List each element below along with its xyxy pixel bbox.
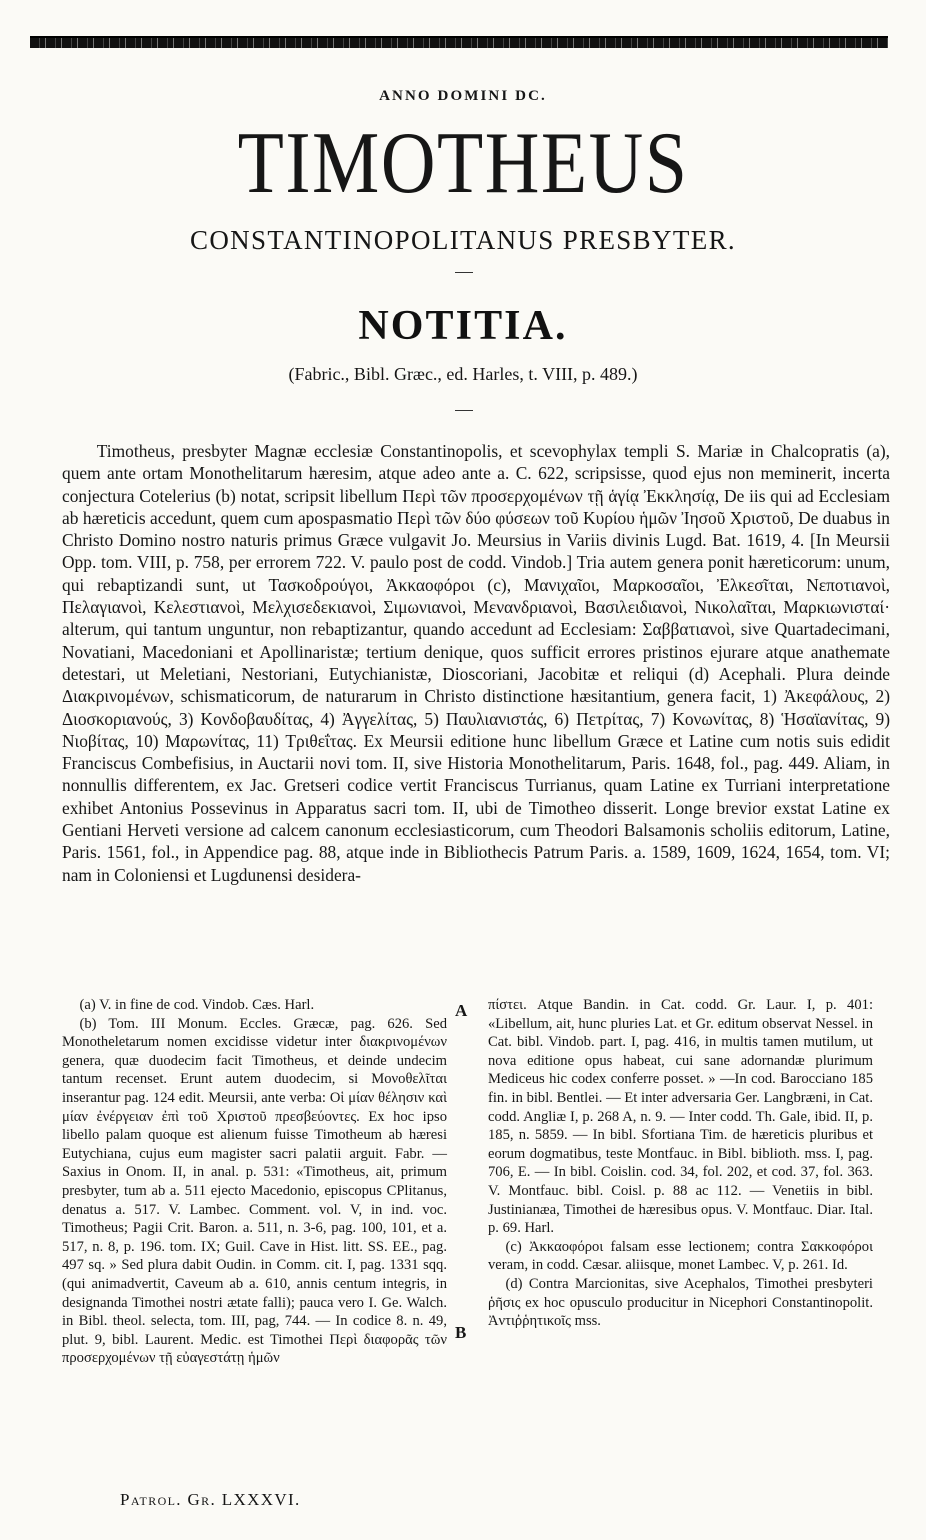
margin-letter-a: A [455,1001,468,1020]
footnote: (c) Ἀκκαοφόροι falsam esse lectionem; contra Σακκοφόροι veram, in codd. Cæsar. aliisque, monet Lambec. V, p. 261. Id. [488,1238,873,1274]
footnote: (d) Contra Marcionitas, sive Acephalos, Timothei presbyteri ῥῆσις ex hoc opusculo producitur in Nicephori Constantinopolit. Ἀντιῤῥητικοῖς mss. [488,1275,873,1330]
source-citation: (Fabric., Bibl. Græc., ed. Harles, t. VIII, p. 489.) [288,364,638,384]
footnotes-left-column [62,996,447,1368]
divider-rule [455,272,473,273]
footnote: πίστει. Atque Bandin. in Cat. codd. Gr. Laur. I, p. 401: «Libellum, ait, hunc pluries Lat. et Gr. editum observat Nessel. in Cat. bibl. Vindob. part. I, pag. 416, in multis tamen mutilum, ut nova editione opus habeat, cui sane adornandæ plurimum Mediceus hic codex conferre posset. » —In cod. Barocciano 185 fin. in bibl. Bentlei. — Et inter adversaria Ger. Langbræni, in Cat. codd. Angliæ I, p. 268 A, n. 9. — Inter codd. Th. Gale, ibid. II, p. 185, n. 5859. — In bibl. Sfortiana Tim. de hæreticis pluribus et eorum dogmatibus, teste Montfauc. in Bibl. biblioth. mss. I, pag. 706, E. — In bibl. Coislin. cod. 34, fol. 202, et cod. 37, fol. 363. V. Montfauc. bibl. Coisl. p. 88 ac 112. — Venetiis in bibl. Justinianæa, Timothei de hæresibus opus. V. Montfauc. Diar. Ital. p. 69. Harl. [488,997,873,1237]
footnote: (a) V. in fine de cod. Vindob. Cæs. Harl. [79,997,315,1013]
section-title: NOTITIA. [358,303,568,349]
running-head: ANNO DOMINI DC. [379,88,547,104]
margin-letter-b: B [455,1323,467,1342]
footnote: (b) Tom. III Monum. Eccles. Græcæ, pag. 626. Sed Monotheletarum nomen excidisse videtur inter διακρινομένων genera, quæ duodecim facit Timotheus, et deinde undecim tantum recenset. Erunt autem duodecim, si Μονοθελῖται inserantur pag. 124 edit. Meursii, ante verba: Οἱ μίαν θέλησιν καὶ μίαν ἐνέργειαν ἐπὶ τοῦ Χριστοῦ πρεσβεύοντες. Ex hoc ipso libello palam quoque est alienum fuisse Timotheum ab hæresi Eutychiana, cujus eum magister sacri palatii arguit. Fabr. — Saxius in Onom. II, in anal. p. 531: «Timotheus, ait, primum presbyter, tum ab a. 511 ejecto Macedonio, episcopus CPlitanus, denatus a. 517. V. Lambec. Comment. vol. V, in ind. voc. Timotheus; Pagii Crit. Baron. a. 511, n. 3-6, pag. 100, 101, et a. 517, n. 8, p. 196. tom. IX; Guil. Cave in Hist. litt. SS. EE., pag. 497 sq. » Sed plura dabit Oudin. in Comm. cit. I, pag. 1331 sqq. (qui animadvertit, Caveum ab a. 610, annis centum integris, in designanda Timothei nostri ætate falli); pauca vero I. Ge. Walch. in Bibl. theol. selecta, tom. III, pag, 744. — In codice 8. n. 49, plut. 9, bibl. Laurent. Medic. est Timothei Περὶ διαφορᾶς τῶν προσερχομένων τῇ εὐαγεστάτῃ ἡμῶν [62,1015,447,1367]
signature-mark: Patrol. Gr. LXXXVI. [120,1490,301,1509]
footnotes-right-column [488,996,873,1331]
divider-rule [455,410,473,411]
top-decorative-rule [30,36,888,48]
subtitle: CONSTANTINOPOLITANUS PRESBYTER. [189,225,737,255]
body-paragraph: Timotheus, presbyter Magnæ ecclesiæ Constantinopolis, et scevophylax templi S. Mariæ in Chalcopratis (a), quem ante ortam Monothelitarum hæresim, atque adeo ante a. C. 622, scripsisse, quod ejus non meminerit, incerta conjectura Cotelerius (b) notat, scripsit libellum Περὶ τῶν προσερχομένων τῇ ἁγίᾳ Ἐκκλησίᾳ, De iis qui ad Ecclesiam ab hæreticis accedunt, quem cum apospasmatio Περὶ τῶν δύο φύσεων τοῦ Κυρίου ἡμῶν Ἰησοῦ Χριστοῦ, De duabus in Christo Domino nostro naturis primus Græce vulgavit Jo. Meursius in Variis divinis Lugd. Bat. 1619, 4. [In Meursii Opp. tom. VIII, p. 758, per errorem 722. V. paulo post de codd. Vindob.] Tria autem genera ponit hæreticorum: unum, qui rebaptizandi sunt, ut Τασκοδρούγοι, Ἀκκαοφόροι (c), Μανιχαῖοι, Μαρκοσαῖοι, Ἐλκεσῖται, Νεποτιανοὶ, Πελαγιανοὶ, Κελεστιανοὶ, Μελχισεδεκιανοὶ, Σιμωνιανοὶ, Μενανδριανοὶ, Βασιλειδιανοὶ, Νικολαῖται, Μαρκιωνισταί· alterum, qui tantum unguntur, non rebaptizantur, quando accedunt ad Ecclesiam: Σαββατιανοὶ, sive Quartadecimani, Novatiani, Macedoniani et Apollinaristæ; tertium denique, quos sufficit errores pristinos ejurare atque anathemate detestari, ut Meletiani, Nestoriani, Eutychianistæ, Dioscoriani, Jacobitæ et reliqui (d) Acephali. Plura deinde Διακρινομένων, schismaticorum, de naturarum in Christo distinctione hæsitantium, genera facit, 1) Ἀκεφάλους, 2) Διοσκοριανούς, 3) Κονδοβαυδίτας, 4) Ἀγγελίτας, 5) Παυλιανιστάς, 6) Πετρίτας, 7) Κονωνίτας, 8) Ἡσαϊανίτας, 9) Νιοβίτας, 10) Μαρωνίτας, 11) Τριθεΐτας. Ex Meursii editione hunc libellum Græce et Latine cum notis suis edidit Franciscus Combefisius, in Auctarii novi tom. II, sive Historia Monothelitarum, Paris. 1648, fol., pag. 449. Aliam, in nonnullis differentem, ex Jac. Gretseri codice vertit Franciscus Turrianus, quam Latine ex Turriani interpretatione exhibet Antonius Possevinus in Apparatus sacri tom. II, ubi de Timotheo disserit. Longe brevior exstat Latine ex Gentiani Herveti versione ad calcem canonum ecclesiasticorum, cum Theodori Balsamonis scholiis editorum, Latine, Paris. 1561, fol., in Appendice pag. 88, atque inde in Bibliothecis Patrum Paris. a. 1589, 1609, 1624, 1654, tom. VI; nam in Coloniensi et Lugdunensi desidera- [62,441,890,885]
page-title: TIMOTHEUS [237,115,689,212]
